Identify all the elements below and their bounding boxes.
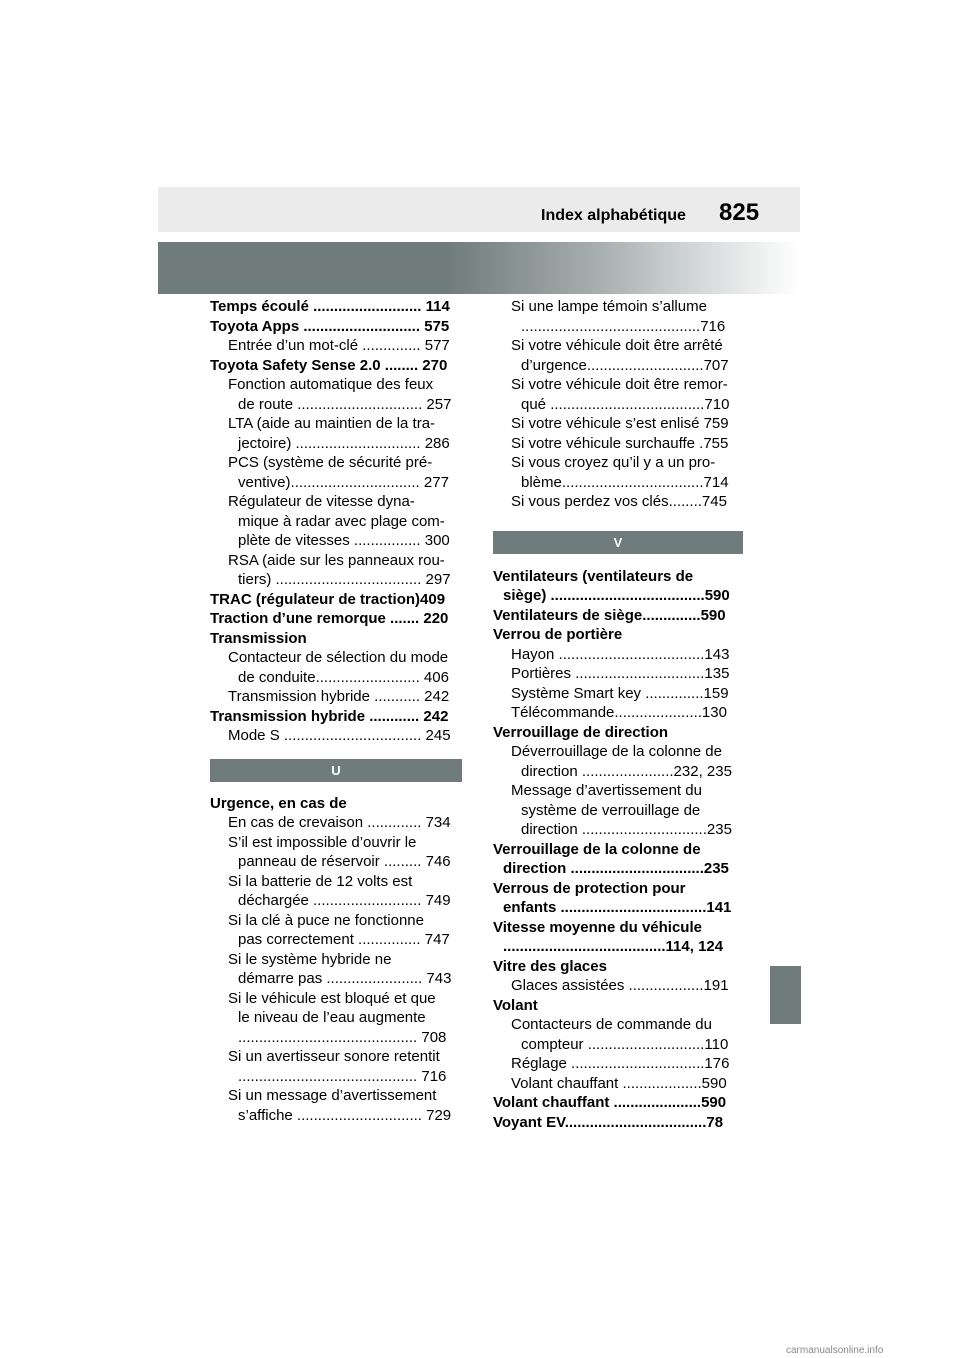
letter-heading-v: V bbox=[493, 531, 743, 554]
index-entry: PCS (système de sécurité pré- bbox=[228, 454, 433, 471]
index-column-left bbox=[210, 297, 462, 1125]
index-entry: Régulateur de vitesse dyna- bbox=[228, 493, 415, 510]
index-entry: blème..................................714 bbox=[521, 473, 729, 491]
index-entry: direction ................................235 bbox=[503, 860, 729, 877]
index-entry: Contacteur de sélection du mode bbox=[228, 649, 449, 666]
index-entry: Urgence, en cas de bbox=[210, 794, 347, 812]
index-entry: Message d’avertissement du bbox=[511, 782, 702, 799]
index-entries-v bbox=[493, 567, 743, 1133]
index-entry: compteur ............................110 bbox=[521, 1035, 729, 1053]
page-title: Index alphabétique bbox=[541, 207, 686, 224]
index-entry: LTA (aide au maintien de la tra- bbox=[228, 415, 436, 432]
index-entry: Traction d’une remorque ....... 220 bbox=[210, 610, 449, 627]
index-entry: Si votre véhicule s’est enlisé 759 bbox=[511, 415, 729, 432]
index-entry: Toyota Safety Sense 2.0 ........ 270 bbox=[210, 356, 448, 374]
page-number: 825 bbox=[719, 199, 760, 226]
header-bar bbox=[158, 187, 800, 232]
letter-heading-u: U bbox=[210, 759, 462, 782]
index-column-right bbox=[493, 297, 743, 1132]
index-entry: Temps écoulé .......................... 114 bbox=[210, 298, 450, 315]
index-entries-t bbox=[210, 297, 462, 746]
index-entry: Si votre véhicule surchauffe .755 bbox=[511, 434, 729, 452]
index-entry: Télécommande.....................130 bbox=[511, 704, 727, 721]
index-entry: pas correctement ............... 747 bbox=[238, 931, 450, 948]
index-entry: Si la clé à puce ne fonctionne bbox=[228, 911, 424, 929]
index-entries-u bbox=[210, 794, 462, 1126]
index-entry: Vitre des glaces bbox=[493, 957, 607, 975]
index-entry: Si le véhicule est bloqué et que bbox=[228, 989, 436, 1007]
index-entry: Si un message d’avertissement bbox=[228, 1087, 437, 1104]
index-entry: système de verrouillage de bbox=[521, 801, 701, 819]
index-entry: d’urgence............................707 bbox=[521, 356, 729, 374]
index-entry: Déverrouillage de la colonne de bbox=[511, 743, 722, 760]
index-entry: jectoire) .............................. 286 bbox=[238, 434, 450, 452]
index-entry: Verrouillage de la colonne de bbox=[493, 840, 701, 858]
index-entry: Glaces assistées ..................191 bbox=[511, 977, 729, 994]
index-entry: enfants ...................................141 bbox=[503, 899, 732, 916]
decorative-band bbox=[158, 242, 800, 294]
index-entry: ...........................................716 bbox=[521, 317, 726, 335]
index-entry: Si une lampe témoin s’allume bbox=[511, 298, 707, 315]
index-entry: Volant chauffant ...................590 bbox=[511, 1074, 727, 1092]
chapter-thumb-tab bbox=[770, 966, 801, 1024]
index-entry: Réglage ................................176 bbox=[511, 1055, 730, 1072]
index-entry: Fonction automatique des feux bbox=[228, 376, 434, 393]
index-entry: Si le système hybride ne bbox=[228, 950, 392, 968]
index-entry: Transmission hybride ........... 242 bbox=[228, 688, 450, 705]
index-entry: Si vous perdez vos clés........745 bbox=[511, 493, 727, 510]
index-entry: Mode S ................................. 245 bbox=[228, 727, 451, 744]
index-entry: tiers) ................................... 297 bbox=[238, 571, 451, 588]
index-entry: Si vous croyez qu’il y a un pro- bbox=[511, 454, 716, 471]
index-entry: Vitesse moyenne du véhicule bbox=[493, 918, 702, 936]
index-entry: de route .............................. 257 bbox=[238, 395, 452, 413]
index-entry: Volant chauffant .....................590 bbox=[493, 1094, 727, 1111]
index-entry: Transmission bbox=[210, 629, 307, 647]
index-entry: Système Smart key ..............159 bbox=[511, 684, 729, 702]
index-entry: Verrouillage de direction bbox=[493, 723, 669, 741]
index-entry: Ventilateurs (ventilateurs de bbox=[493, 567, 694, 585]
index-entry: démarre pas ....................... 743 bbox=[238, 970, 452, 987]
index-entry: Si la batterie de 12 volts est bbox=[228, 872, 413, 890]
index-entry: Contacteurs de commande du bbox=[511, 1016, 712, 1033]
index-entry: RSA (aide sur les panneaux rou- bbox=[228, 551, 445, 569]
watermark: carmanualsonline.info bbox=[786, 1345, 884, 1356]
index-entry: panneau de réservoir ......... 746 bbox=[238, 853, 451, 870]
index-entry: Volant bbox=[493, 996, 538, 1014]
index-entry: Si votre véhicule doit être arrêté bbox=[511, 337, 723, 354]
index-entry: direction ..............................235 bbox=[521, 821, 732, 838]
index-entry: qué .....................................710 bbox=[521, 395, 730, 413]
index-entry: direction ......................232, 235 bbox=[521, 762, 732, 780]
index-entry: Si votre véhicule doit être remor- bbox=[511, 376, 728, 393]
index-entry: s’affiche .............................. 729 bbox=[238, 1106, 452, 1124]
index-entry: Portières ...............................135 bbox=[511, 665, 730, 682]
index-entry: En cas de crevaison ............. 734 bbox=[228, 814, 451, 831]
index-entry: déchargée .......................... 749 bbox=[238, 892, 451, 909]
index-entry: ........................................... 716 bbox=[238, 1067, 447, 1085]
index-entry: TRAC (régulateur de traction)409 bbox=[210, 590, 446, 608]
index-entry: mique à radar avec plage com- bbox=[238, 512, 445, 530]
index-entry: .......................................114, 124 bbox=[503, 938, 724, 955]
index-entry: Transmission hybride ............ 242 bbox=[210, 707, 449, 725]
index-entry: le niveau de l’eau augmente bbox=[238, 1009, 426, 1026]
index-entry: Entrée d’un mot-clé .............. 577 bbox=[228, 337, 450, 354]
index-entry: Toyota Apps ............................ 575 bbox=[210, 317, 450, 335]
index-entry: plète de vitesses ................ 300 bbox=[238, 532, 450, 549]
index-entry: ........................................... 708 bbox=[238, 1028, 447, 1046]
index-entry: Verrou de portière bbox=[493, 626, 623, 643]
index-entry: siège) .....................................590 bbox=[503, 587, 730, 604]
index-entry: ventive)............................... 277 bbox=[238, 473, 449, 491]
index-entry: Voyant EV..................................78 bbox=[493, 1113, 724, 1131]
index-entry: Ventilateurs de siège..............590 bbox=[493, 606, 726, 624]
index-entry: Hayon ...................................143 bbox=[511, 645, 730, 663]
index-entry: Verrous de protection pour bbox=[493, 879, 686, 897]
index-entry: de conduite......................... 406 bbox=[238, 668, 449, 686]
index-entry: Si un avertisseur sonore retentit bbox=[228, 1048, 440, 1065]
index-entry: S’il est impossible d’ouvrir le bbox=[228, 833, 417, 851]
index-entries-u-continued bbox=[493, 297, 743, 512]
